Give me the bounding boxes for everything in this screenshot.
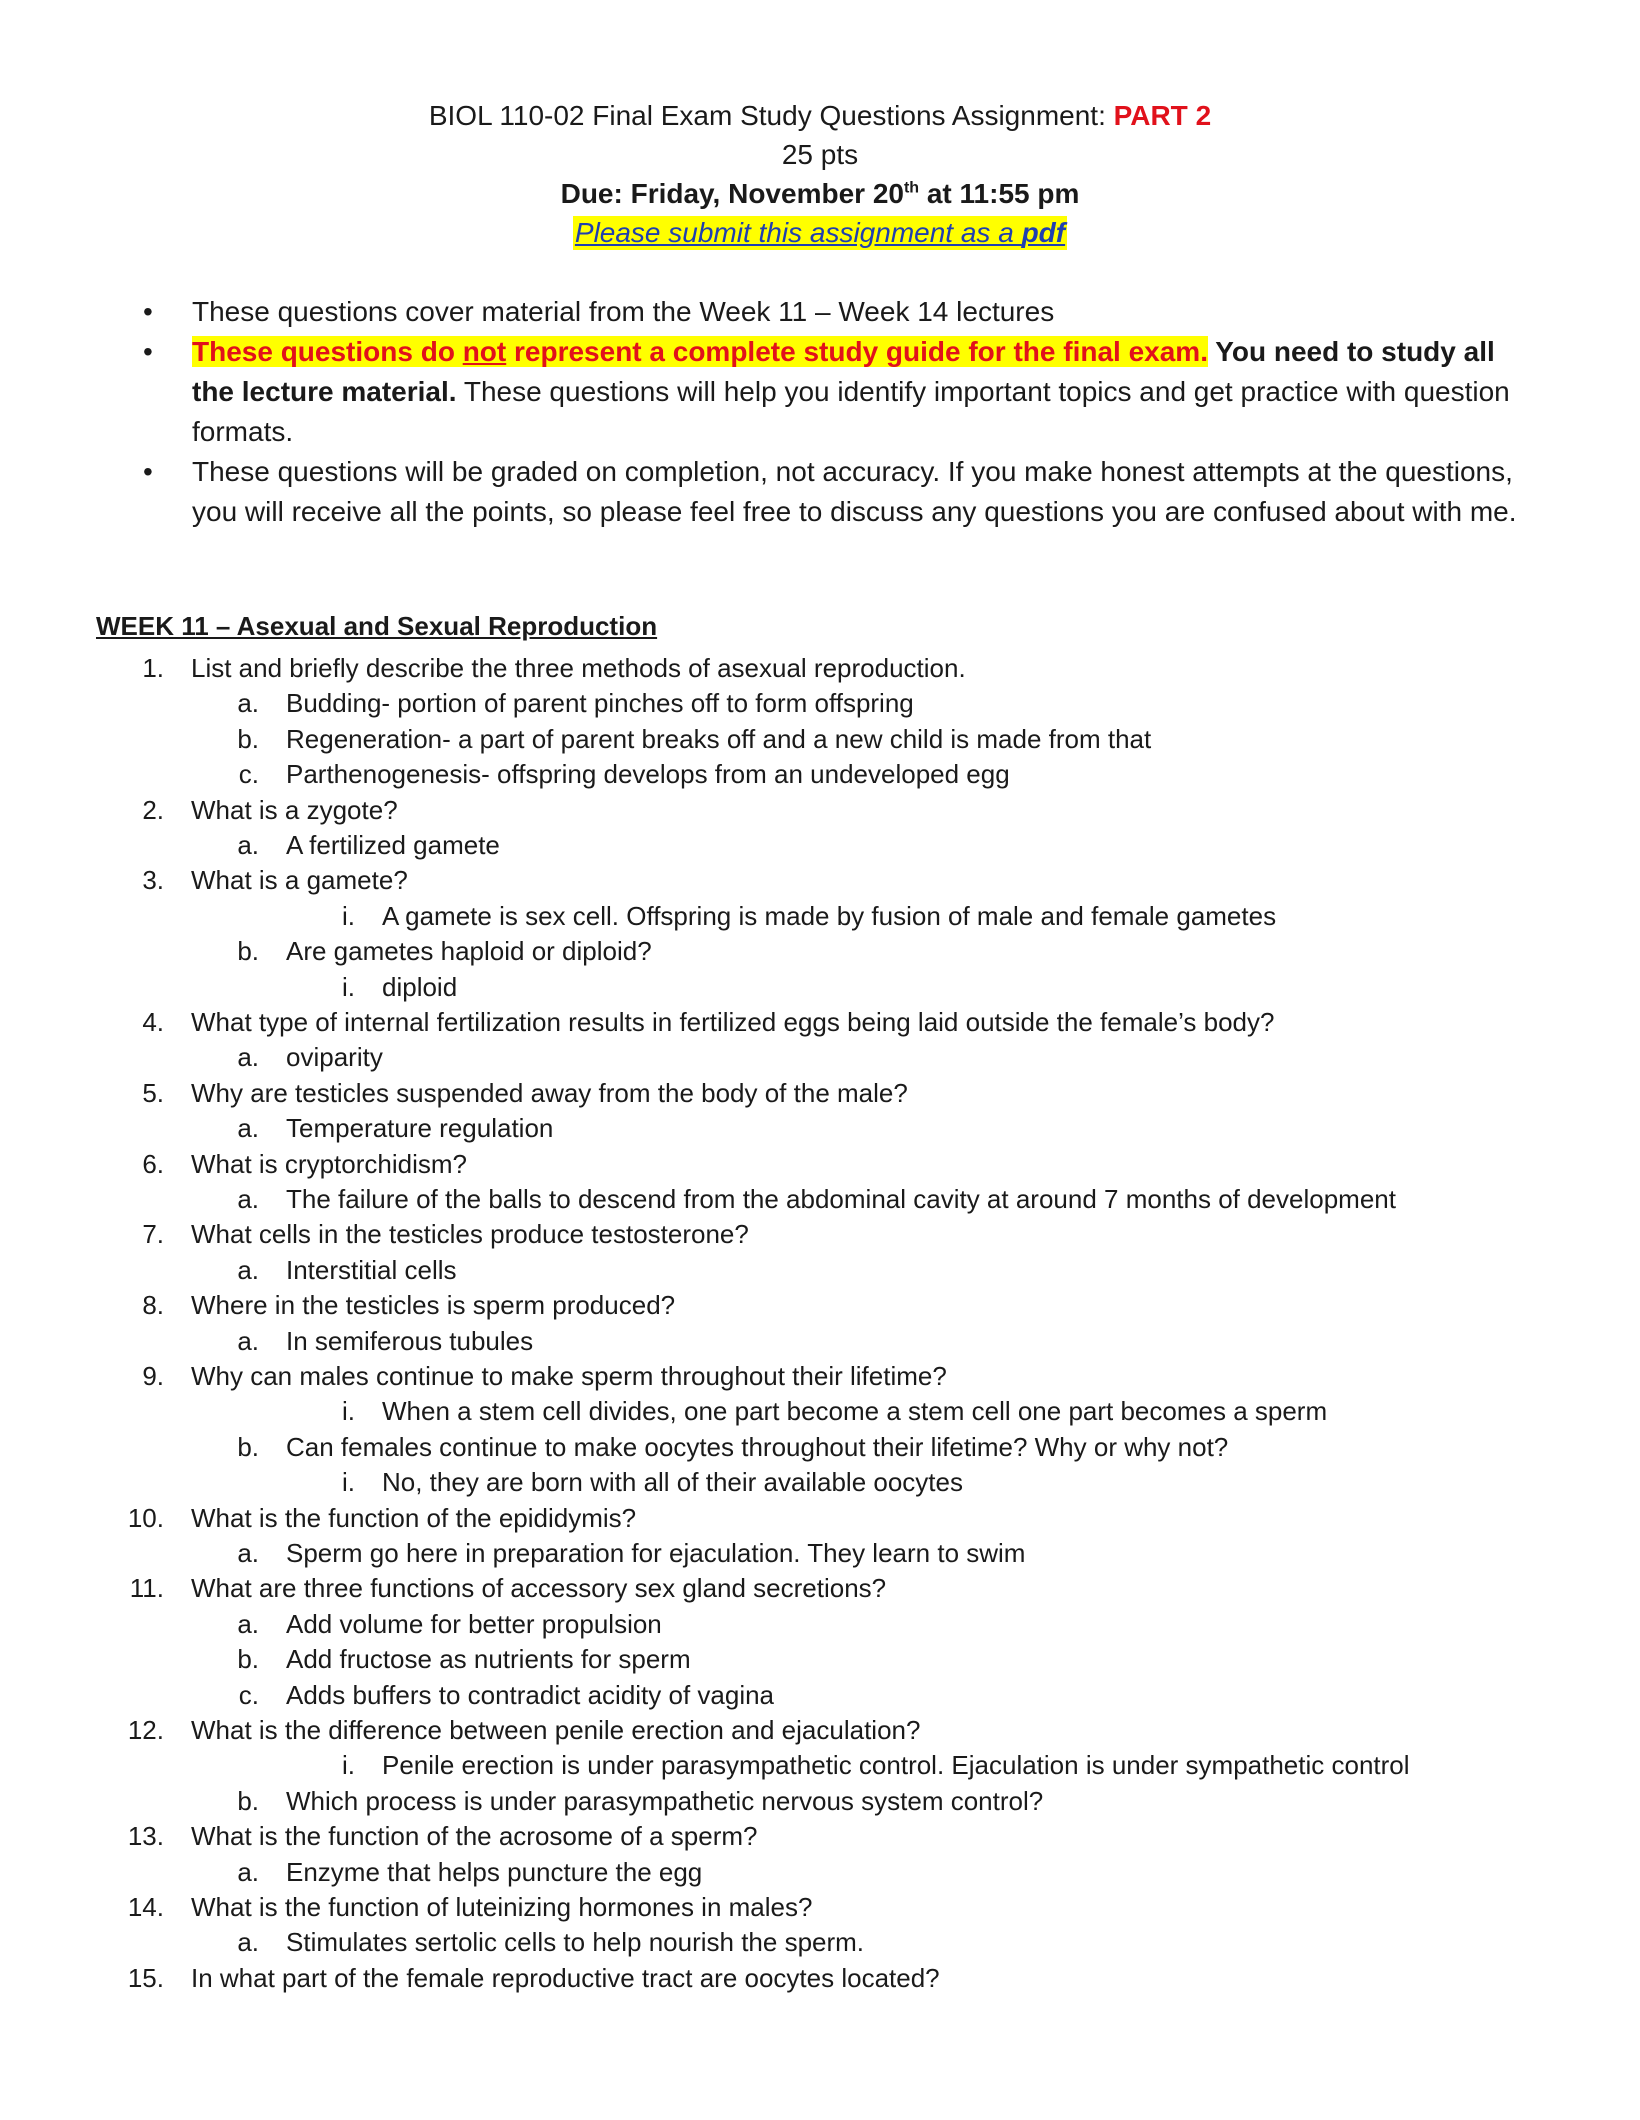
question-item — [0, 1960, 1640, 1996]
question-item — [0, 1358, 1640, 1394]
item-marker: a. — [237, 1538, 259, 1568]
item-marker: i. — [342, 1750, 355, 1781]
item-text: List and briefly describe the three methods of asexual reproduction. — [191, 653, 966, 683]
item-marker: a. — [237, 830, 259, 860]
bullet-item — [143, 452, 1523, 532]
item-marker: 2. — [142, 794, 164, 825]
answer-item — [0, 1854, 1640, 1890]
item-marker: a. — [237, 1042, 259, 1073]
item-marker: a. — [237, 1856, 259, 1887]
item-marker: b. — [237, 936, 259, 967]
item-text: When a stem cell divides, one part become a stem cell one part becomes a sperm — [382, 1396, 1328, 1427]
item-marker: i. — [342, 971, 355, 1002]
document-header — [0, 96, 1640, 252]
question-item — [0, 862, 1640, 898]
answer-item — [0, 1535, 1640, 1571]
question-item — [0, 650, 1640, 686]
item-text: Regeneration- a part of parent breaks off and a new child is made from that — [286, 723, 1152, 754]
item-text: What is a gamete? — [191, 865, 408, 896]
item-text: Sperm go here in preparation for ejaculation. They learn to swim — [286, 1538, 1026, 1568]
item-text: Which process is under parasympathetic nervous system control? — [286, 1785, 1044, 1816]
item-marker: b. — [237, 1431, 259, 1462]
submit-pdf: pdf — [1021, 217, 1066, 248]
item-text: Parthenogenesis- offspring develops from an undeveloped egg — [286, 759, 1010, 790]
question-item — [0, 1500, 1640, 1536]
item-marker: 11. — [129, 1573, 164, 1604]
item-text: Add fructose as nutrients for sperm — [286, 1644, 691, 1675]
part-label: PART 2 — [1113, 100, 1212, 131]
answer-item — [0, 1464, 1640, 1500]
section-heading: WEEK 11 – Asexual and Sexual Reproduction — [96, 611, 658, 641]
item-text: Stimulates sertolic cells to help nourish the sperm. — [286, 1927, 865, 1958]
submit-instruction-link[interactable] — [573, 216, 1067, 250]
item-marker: b. — [237, 1785, 259, 1816]
item-text: What is the difference between penile erection and ejaculation? — [191, 1715, 921, 1745]
answer-item — [0, 1783, 1640, 1819]
item-text: The failure of the balls to descend from the abdominal cavity at around 7 months of development — [286, 1184, 1396, 1214]
points-line: 25 pts — [781, 139, 859, 170]
bullet-item — [143, 292, 1523, 332]
item-marker: 8. — [142, 1290, 164, 1321]
item-text: Where in the testicles is sperm produced? — [191, 1290, 676, 1321]
item-text: Enzyme that helps puncture the egg — [286, 1856, 703, 1887]
item-text: What is the function of the epididymis? — [191, 1502, 637, 1533]
item-marker: c. — [238, 759, 259, 790]
answer-item — [0, 1641, 1640, 1677]
item-text: diploid — [382, 971, 458, 1002]
question-item — [0, 1712, 1640, 1748]
answer-item — [0, 969, 1640, 1005]
item-marker: 1. — [142, 653, 164, 683]
answer-item — [0, 933, 1640, 969]
item-text: What is cryptorchidism? — [191, 1148, 467, 1179]
answer-item — [0, 756, 1640, 792]
question-item — [0, 1570, 1640, 1606]
item-text: A fertilized gamete — [286, 830, 500, 860]
question-item — [0, 1004, 1640, 1040]
bullet-dot: • — [143, 456, 153, 487]
item-marker: i. — [342, 1396, 355, 1427]
item-marker: 7. — [142, 1219, 164, 1250]
question-item — [0, 792, 1640, 828]
question-item — [0, 1889, 1640, 1925]
answer-item — [0, 1429, 1640, 1465]
answer-item — [0, 1393, 1640, 1429]
item-text: What cells in the testicles produce testosterone? — [191, 1219, 749, 1250]
answer-item — [0, 1039, 1640, 1075]
item-marker: c. — [238, 1679, 259, 1710]
item-text: Interstitial cells — [286, 1254, 457, 1285]
item-text: Temperature regulation — [286, 1113, 554, 1144]
item-marker: 10. — [127, 1502, 164, 1533]
item-marker: 6. — [142, 1148, 164, 1179]
due-date-line — [0, 174, 1640, 213]
item-text: What are three functions of accessory sex gland secretions? — [191, 1573, 887, 1604]
item-marker: a. — [237, 1254, 259, 1285]
question-item — [0, 1818, 1640, 1854]
answer-item — [0, 1606, 1640, 1642]
item-text: What is a zygote? — [191, 794, 398, 825]
item-marker: 3. — [142, 865, 164, 896]
item-marker: a. — [237, 1608, 259, 1639]
bullet-dot: • — [143, 296, 153, 327]
submit-text: Please submit this assignment as a — [574, 217, 1022, 248]
item-marker: 14. — [127, 1892, 164, 1922]
due-suffix: at 11:55 pm — [919, 178, 1080, 209]
bullet-text: These questions cover material from the Week 11 – Week 14 lectures — [192, 296, 1055, 327]
warning-text: These questions do — [192, 336, 463, 367]
answer-item — [0, 1252, 1640, 1288]
submit-line — [0, 213, 1640, 252]
item-text: What is the function of the acrosome of a sperm? — [191, 1821, 758, 1852]
answer-item — [0, 898, 1640, 934]
answer-item — [0, 1677, 1640, 1713]
instruction-bullets — [143, 292, 1523, 532]
item-marker: a. — [237, 1927, 259, 1958]
item-text: What type of internal fertilization results in fertilized eggs being laid outside the female’s body? — [191, 1007, 1275, 1037]
item-text: In semiferous tubules — [286, 1325, 534, 1356]
answer-item — [0, 827, 1640, 863]
bullet-item — [143, 332, 1523, 452]
answer-item — [0, 1747, 1640, 1783]
title-line — [0, 96, 1640, 135]
item-marker: a. — [237, 1325, 259, 1356]
question-item — [0, 1075, 1640, 1111]
item-text: Why are testicles suspended away from the body of the male? — [191, 1077, 908, 1108]
assignment-title: BIOL 110-02 Final Exam Study Questions Assignment: — [428, 100, 1114, 131]
item-marker: 4. — [142, 1007, 164, 1037]
question-item — [0, 1287, 1640, 1323]
item-text: Budding- portion of parent pinches off to form offspring — [286, 688, 914, 719]
item-marker: b. — [237, 723, 259, 754]
item-text: A gamete is sex cell. Offspring is made by fusion of male and female gametes — [382, 900, 1277, 931]
answer-item — [0, 1924, 1640, 1960]
warning-highlight — [192, 336, 1208, 367]
item-marker: 13. — [127, 1821, 164, 1852]
bullet-text: These questions will be graded on completion, not accuracy. If you make honest attempts at the questions, you will receive all the points, so please feel free to discuss any questions you are confused about with me. — [192, 456, 1517, 527]
answer-item — [0, 1181, 1640, 1217]
answer-item — [0, 1110, 1640, 1146]
item-text: No, they are born with all of their available oocytes — [382, 1467, 963, 1498]
item-marker: 12. — [127, 1715, 164, 1745]
study-all-note: You need to study all the lecture material. — [192, 336, 1495, 407]
answer-item — [0, 1323, 1640, 1359]
item-marker: a. — [237, 1184, 259, 1214]
item-text: Why can males continue to make sperm throughout their lifetime? — [191, 1361, 947, 1391]
question-item — [0, 1216, 1640, 1252]
warning-not: not — [462, 336, 507, 367]
item-marker: 9. — [142, 1361, 164, 1391]
item-text: Can females continue to make oocytes throughout their lifetime? Why or why not? — [286, 1431, 1229, 1462]
bullet-text: These questions will help you identify important topics and get practice with question formats. — [192, 376, 1510, 447]
item-marker: i. — [342, 1467, 355, 1498]
item-text: In what part of the female reproductive tract are oocytes located? — [191, 1962, 940, 1993]
item-text: What is the function of luteinizing hormones in males? — [191, 1892, 813, 1922]
due-prefix: Due: Friday, November 20 — [560, 178, 904, 209]
item-text: Adds buffers to contradict acidity of vagina — [286, 1679, 775, 1710]
question-item — [0, 1146, 1640, 1182]
warning-text-end: represent a complete study guide for the final exam. — [506, 336, 1208, 367]
item-text: oviparity — [286, 1042, 383, 1073]
item-marker: 5. — [142, 1077, 164, 1108]
due-ordinal: th — [903, 179, 920, 197]
item-text: Penile erection is under parasympathetic control. Ejaculation is under sympathetic control — [382, 1750, 1410, 1781]
item-text: Add volume for better propulsion — [286, 1608, 662, 1639]
item-marker: a. — [237, 688, 259, 719]
answer-item — [0, 685, 1640, 721]
item-marker: b. — [237, 1644, 259, 1675]
answer-item — [0, 721, 1640, 757]
item-text: Are gametes haploid or diploid? — [286, 936, 652, 967]
item-marker: i. — [342, 900, 355, 931]
item-marker: a. — [237, 1113, 259, 1144]
bullet-dot: • — [143, 336, 153, 367]
item-marker: 15. — [127, 1962, 164, 1993]
